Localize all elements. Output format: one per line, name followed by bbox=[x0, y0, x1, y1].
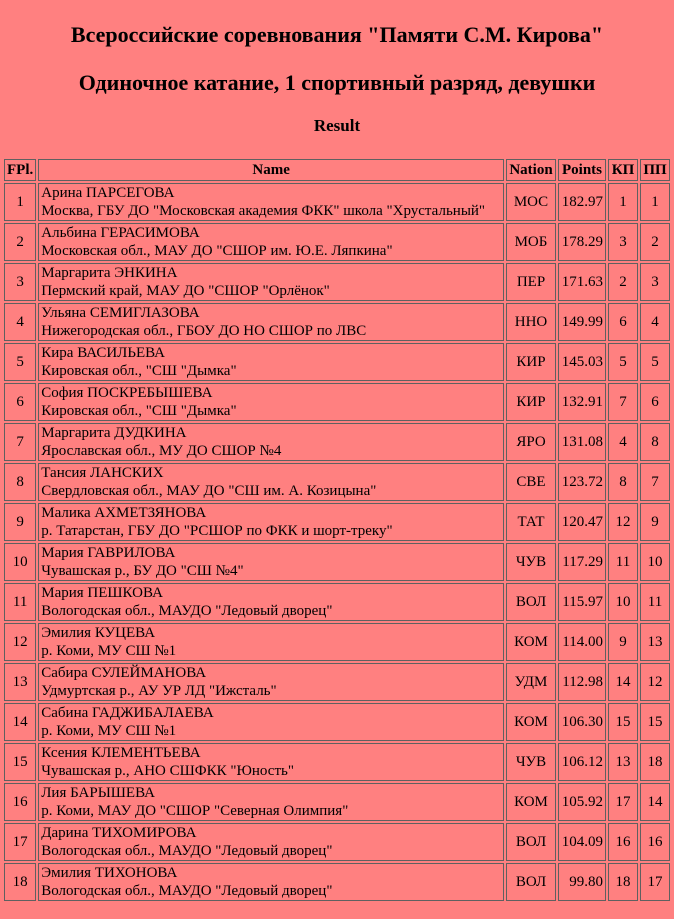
cell-fpl: 7 bbox=[4, 423, 36, 461]
cell-name bbox=[38, 383, 504, 421]
cell-kp: 10 bbox=[608, 583, 638, 621]
cell-name bbox=[38, 503, 504, 541]
cell-name bbox=[38, 263, 504, 301]
section-heading: Result bbox=[313, 116, 361, 135]
cell-points: 131.08 bbox=[558, 423, 606, 461]
skater-club: Вологодская обл., МАУДО "Ледовый дворец" bbox=[41, 843, 333, 859]
cell-nation: КОМ bbox=[506, 703, 556, 741]
cell-points: 178.29 bbox=[558, 223, 606, 261]
table-row bbox=[4, 543, 670, 581]
cell-fpl: 16 bbox=[4, 783, 36, 821]
table-row bbox=[4, 223, 670, 261]
cell-kp: 5 bbox=[608, 343, 638, 381]
cell-nation: МОС bbox=[506, 183, 556, 221]
results-body bbox=[4, 183, 670, 901]
cell-kp: 13 bbox=[608, 743, 638, 781]
cell-fpl: 17 bbox=[4, 823, 36, 861]
cell-nation: МОБ bbox=[506, 223, 556, 261]
cell-pp: 12 bbox=[640, 663, 670, 701]
cell-kp: 9 bbox=[608, 623, 638, 661]
skater-name: Сабира СУЛЕЙМАНОВА bbox=[41, 665, 207, 681]
skater-club: Московская обл., МАУ ДО "СШОР им. Ю.Е. Ляпкина" bbox=[41, 243, 393, 259]
cell-fpl: 1 bbox=[4, 183, 36, 221]
cell-kp: 4 bbox=[608, 423, 638, 461]
cell-kp: 3 bbox=[608, 223, 638, 261]
cell-pp: 18 bbox=[640, 743, 670, 781]
cell-name bbox=[38, 223, 504, 261]
cell-name bbox=[38, 743, 504, 781]
cell-name bbox=[38, 303, 504, 341]
header-pp: ПП bbox=[640, 159, 670, 181]
table-row bbox=[4, 623, 670, 661]
cell-nation: УДМ bbox=[506, 663, 556, 701]
cell-fpl: 8 bbox=[4, 463, 36, 501]
cell-points: 99.80 bbox=[558, 863, 606, 901]
cell-kp: 17 bbox=[608, 783, 638, 821]
cell-pp: 11 bbox=[640, 583, 670, 621]
cell-points: 145.03 bbox=[558, 343, 606, 381]
cell-fpl: 14 bbox=[4, 703, 36, 741]
skater-club: р. Татарстан, ГБУ ДО "РСШОР по ФКК и шорт-треку" bbox=[41, 523, 393, 539]
cell-points: 149.99 bbox=[558, 303, 606, 341]
skater-name: Эмилия ТИХОНОВА bbox=[41, 865, 178, 881]
cell-nation: ВОЛ bbox=[506, 863, 556, 901]
skater-club: Кировская обл., "СШ "Дымка" bbox=[41, 403, 237, 419]
cell-fpl: 12 bbox=[4, 623, 36, 661]
skater-club: Свердловская обл., МАУ ДО "СШ им. А. Козицына" bbox=[41, 483, 377, 499]
skater-club: р. Коми, МУ СШ №1 bbox=[41, 723, 177, 739]
cell-pp: 16 bbox=[640, 823, 670, 861]
cell-points: 105.92 bbox=[558, 783, 606, 821]
cell-kp: 12 bbox=[608, 503, 638, 541]
page-subtitle: Одиночное катание, 1 спортивный разряд, девушки bbox=[78, 70, 596, 95]
table-row bbox=[4, 303, 670, 341]
skater-club: Чувашская р., АНО СШФКК "Юность" bbox=[41, 763, 294, 779]
cell-pp: 1 bbox=[640, 183, 670, 221]
cell-name bbox=[38, 623, 504, 661]
cell-pp: 8 bbox=[640, 423, 670, 461]
cell-kp: 15 bbox=[608, 703, 638, 741]
skater-club: Пермский край, МАУ ДО "СШОР "Орлёнок" bbox=[41, 283, 330, 299]
cell-fpl: 5 bbox=[4, 343, 36, 381]
cell-nation: ПЕР bbox=[506, 263, 556, 301]
skater-name: Альбина ГЕРАСИМОВА bbox=[41, 225, 200, 241]
cell-pp: 13 bbox=[640, 623, 670, 661]
skater-club: р. Коми, МУ СШ №1 bbox=[41, 643, 177, 659]
skater-club: Ярославская обл., МУ ДО СШОР №4 bbox=[41, 443, 282, 459]
table-row bbox=[4, 263, 670, 301]
cell-nation: ННО bbox=[506, 303, 556, 341]
table-row bbox=[4, 743, 670, 781]
skater-name: Эмилия КУЦЕВА bbox=[41, 625, 156, 641]
skater-name: Ксения КЛЕМЕНТЬЕВА bbox=[41, 745, 201, 761]
cell-points: 106.30 bbox=[558, 703, 606, 741]
header-fpl: FPl. bbox=[4, 159, 36, 181]
cell-points: 123.72 bbox=[558, 463, 606, 501]
cell-kp: 7 bbox=[608, 383, 638, 421]
skater-club: р. Коми, МАУ ДО "СШОР "Северная Олимпия" bbox=[41, 803, 349, 819]
cell-kp: 11 bbox=[608, 543, 638, 581]
cell-nation: ВОЛ bbox=[506, 583, 556, 621]
cell-kp: 18 bbox=[608, 863, 638, 901]
cell-pp: 3 bbox=[640, 263, 670, 301]
cell-nation: КОМ bbox=[506, 783, 556, 821]
cell-pp: 14 bbox=[640, 783, 670, 821]
table-row bbox=[4, 463, 670, 501]
skater-name: Кира ВАСИЛЬЕВА bbox=[41, 345, 166, 361]
cell-name bbox=[38, 423, 504, 461]
cell-name bbox=[38, 823, 504, 861]
cell-fpl: 10 bbox=[4, 543, 36, 581]
page-title: Всероссийские соревнования "Памяти С.М. Кирова" bbox=[70, 22, 604, 47]
skater-club: Кировская обл., "СШ "Дымка" bbox=[41, 363, 237, 379]
cell-fpl: 2 bbox=[4, 223, 36, 261]
cell-fpl: 6 bbox=[4, 383, 36, 421]
skater-club: Вологодская обл., МАУДО "Ледовый дворец" bbox=[41, 603, 333, 619]
cell-pp: 6 bbox=[640, 383, 670, 421]
cell-name bbox=[38, 863, 504, 901]
cell-pp: 9 bbox=[640, 503, 670, 541]
cell-nation: ЯРО bbox=[506, 423, 556, 461]
skater-name: Тансия ЛАНСКИХ bbox=[41, 465, 164, 481]
table-row bbox=[4, 423, 670, 461]
skater-name: Дарина ТИХОМИРОВА bbox=[41, 825, 197, 841]
cell-fpl: 4 bbox=[4, 303, 36, 341]
cell-kp: 6 bbox=[608, 303, 638, 341]
cell-points: 120.47 bbox=[558, 503, 606, 541]
skater-name: София ПОСКРЕБЫШЕВА bbox=[41, 385, 213, 401]
skater-club: Москва, ГБУ ДО "Московская академия ФКК" школа "Хрустальный" bbox=[41, 203, 486, 219]
cell-points: 112.98 bbox=[558, 663, 606, 701]
header-kp: КП bbox=[608, 159, 638, 181]
cell-points: 117.29 bbox=[558, 543, 606, 581]
skater-club: Вологодская обл., МАУДО "Ледовый дворец" bbox=[41, 883, 333, 899]
table-row bbox=[4, 503, 670, 541]
cell-points: 115.97 bbox=[558, 583, 606, 621]
cell-points: 106.12 bbox=[558, 743, 606, 781]
skater-name: Мария ГАВРИЛОВА bbox=[41, 545, 176, 561]
cell-points: 171.63 bbox=[558, 263, 606, 301]
cell-name bbox=[38, 663, 504, 701]
cell-pp: 7 bbox=[640, 463, 670, 501]
skater-name: Ульяна СЕМИГЛАЗОВА bbox=[41, 305, 200, 321]
skater-name: Маргарита ЭНКИНА bbox=[41, 265, 178, 281]
table-row bbox=[4, 183, 670, 221]
skater-name: Малика АХМЕТЗЯНОВА bbox=[41, 505, 207, 521]
cell-nation: СВЕ bbox=[506, 463, 556, 501]
table-row bbox=[4, 663, 670, 701]
header-nation: Nation bbox=[506, 159, 556, 181]
skater-name: Мария ПЕШКОВА bbox=[41, 585, 163, 601]
cell-name bbox=[38, 703, 504, 741]
cell-name bbox=[38, 543, 504, 581]
header-name: Name bbox=[38, 159, 504, 181]
cell-name bbox=[38, 463, 504, 501]
table-row bbox=[4, 823, 670, 861]
skater-club: Чувашская р., БУ ДО "СШ №4" bbox=[41, 563, 244, 579]
cell-nation: ЧУВ bbox=[506, 743, 556, 781]
cell-name bbox=[38, 583, 504, 621]
cell-kp: 8 bbox=[608, 463, 638, 501]
cell-kp: 14 bbox=[608, 663, 638, 701]
skater-name: Арина ПАРСЕГОВА bbox=[41, 185, 175, 201]
table-row bbox=[4, 863, 670, 901]
table-header-row bbox=[4, 159, 670, 181]
cell-points: 104.09 bbox=[558, 823, 606, 861]
cell-kp: 2 bbox=[608, 263, 638, 301]
cell-pp: 2 bbox=[640, 223, 670, 261]
table-row bbox=[4, 583, 670, 621]
cell-nation: КИР bbox=[506, 343, 556, 381]
cell-kp: 16 bbox=[608, 823, 638, 861]
cell-name bbox=[38, 783, 504, 821]
skater-club: Нижегородская обл., ГБОУ ДО НО СШОР по ЛВС bbox=[41, 323, 367, 339]
cell-nation: ВОЛ bbox=[506, 823, 556, 861]
cell-fpl: 15 bbox=[4, 743, 36, 781]
cell-nation: КОМ bbox=[506, 623, 556, 661]
cell-name bbox=[38, 183, 504, 221]
cell-points: 114.00 bbox=[558, 623, 606, 661]
skater-club: Удмуртская р., АУ УР ЛД "Ижсталь" bbox=[41, 683, 277, 699]
cell-pp: 4 bbox=[640, 303, 670, 341]
cell-fpl: 9 bbox=[4, 503, 36, 541]
cell-fpl: 3 bbox=[4, 263, 36, 301]
table-row bbox=[4, 343, 670, 381]
header-points: Points bbox=[558, 159, 606, 181]
skater-name: Лия БАРЫШЕВА bbox=[41, 785, 155, 801]
cell-nation: ЧУВ bbox=[506, 543, 556, 581]
cell-pp: 10 bbox=[640, 543, 670, 581]
skater-name: Сабина ГАДЖИБАЛАЕВА bbox=[41, 705, 214, 721]
skater-name: Маргарита ДУДКИНА bbox=[41, 425, 187, 441]
results-table bbox=[2, 157, 672, 903]
cell-name bbox=[38, 343, 504, 381]
cell-fpl: 11 bbox=[4, 583, 36, 621]
cell-pp: 5 bbox=[640, 343, 670, 381]
cell-points: 132.91 bbox=[558, 383, 606, 421]
cell-pp: 17 bbox=[640, 863, 670, 901]
cell-pp: 15 bbox=[640, 703, 670, 741]
table-row bbox=[4, 783, 670, 821]
cell-points: 182.97 bbox=[558, 183, 606, 221]
cell-fpl: 13 bbox=[4, 663, 36, 701]
table-row bbox=[4, 703, 670, 741]
table-row bbox=[4, 383, 670, 421]
cell-fpl: 18 bbox=[4, 863, 36, 901]
cell-nation: КИР bbox=[506, 383, 556, 421]
cell-nation: ТАТ bbox=[506, 503, 556, 541]
cell-kp: 1 bbox=[608, 183, 638, 221]
